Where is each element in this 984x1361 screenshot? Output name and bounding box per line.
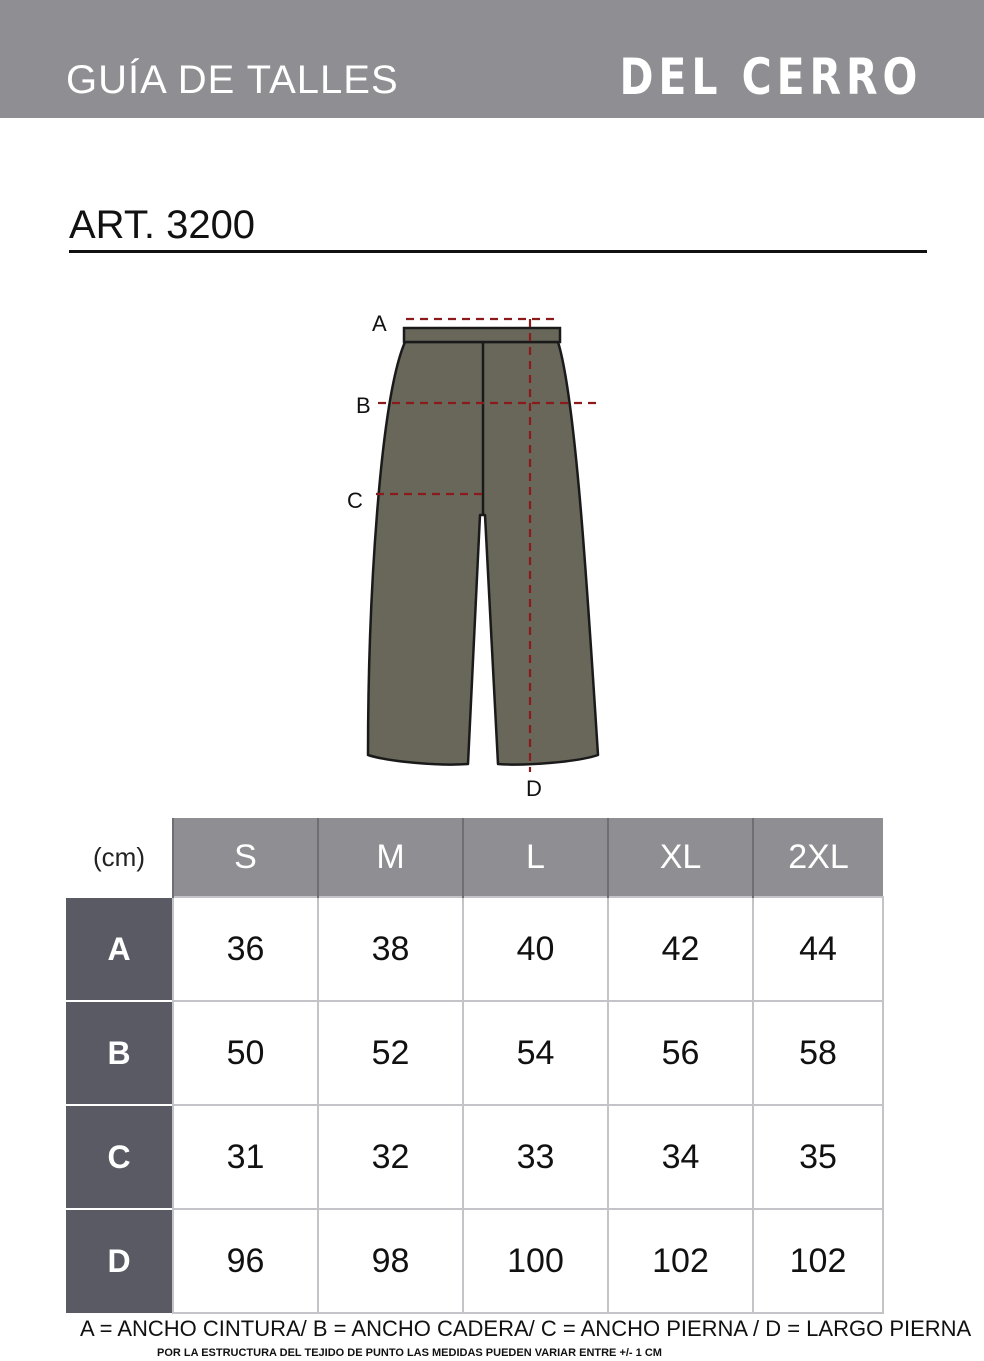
brand-logo: DEL CERRO: [619, 48, 922, 106]
measure-label-a: A: [372, 311, 387, 336]
measure-label-c: C: [347, 488, 363, 513]
footnote: POR LA ESTRUCTURA DEL TEJIDO DE PUNTO LAS MEDIDAS PUEDEN VARIAR ENTRE +/- 1 CM: [157, 1347, 662, 1359]
table-row: [66, 1105, 883, 1209]
page-title: GUÍA DE TALLES: [66, 58, 399, 102]
row-label-a: A: [66, 897, 173, 1001]
table-row: [66, 1209, 883, 1313]
row-label-b: B: [66, 1001, 173, 1105]
size-header-s: S: [173, 818, 318, 897]
table-cell: 58: [753, 1001, 883, 1105]
unit-label: (cm): [66, 818, 173, 897]
table-cell: 50: [173, 1001, 318, 1105]
table-cell: 102: [608, 1209, 753, 1313]
table-cell: 102: [753, 1209, 883, 1313]
table-row: [66, 897, 883, 1001]
table-cell: 34: [608, 1105, 753, 1209]
measure-label-d: D: [526, 776, 542, 801]
table-cell: 52: [318, 1001, 463, 1105]
size-header-m: M: [318, 818, 463, 897]
measurement-legend: A = ANCHO CINTURA/ B = ANCHO CADERA/ C = ANCHO PIERNA / D = LARGO PIERNA: [80, 1316, 972, 1341]
pants-diagram: [330, 300, 630, 810]
table-cell: 40: [463, 897, 608, 1001]
waistband: [404, 328, 560, 342]
table-cell: 32: [318, 1105, 463, 1209]
divider: [69, 250, 927, 253]
table-row: [66, 1001, 883, 1105]
size-header-l: L: [463, 818, 608, 897]
table-cell: 100: [463, 1209, 608, 1313]
table-cell: 35: [753, 1105, 883, 1209]
table-cell: 42: [608, 897, 753, 1001]
table-cell: 44: [753, 897, 883, 1001]
table-cell: 96: [173, 1209, 318, 1313]
size-header-xl: XL: [608, 818, 753, 897]
row-label-d: D: [66, 1209, 173, 1313]
measure-label-b: B: [356, 393, 371, 418]
size-header-row: [66, 818, 883, 897]
size-table: [66, 818, 884, 1314]
header-bar: [0, 0, 984, 118]
table-cell: 56: [608, 1001, 753, 1105]
pants-illustration: [330, 300, 630, 810]
table-cell: 54: [463, 1001, 608, 1105]
size-header-2xl: 2XL: [753, 818, 883, 897]
table-cell: 31: [173, 1105, 318, 1209]
table-cell: 36: [173, 897, 318, 1001]
table-cell: 98: [318, 1209, 463, 1313]
row-label-c: C: [66, 1105, 173, 1209]
table-cell: 33: [463, 1105, 608, 1209]
article-title: ART. 3200: [69, 203, 256, 247]
table-cell: 38: [318, 897, 463, 1001]
